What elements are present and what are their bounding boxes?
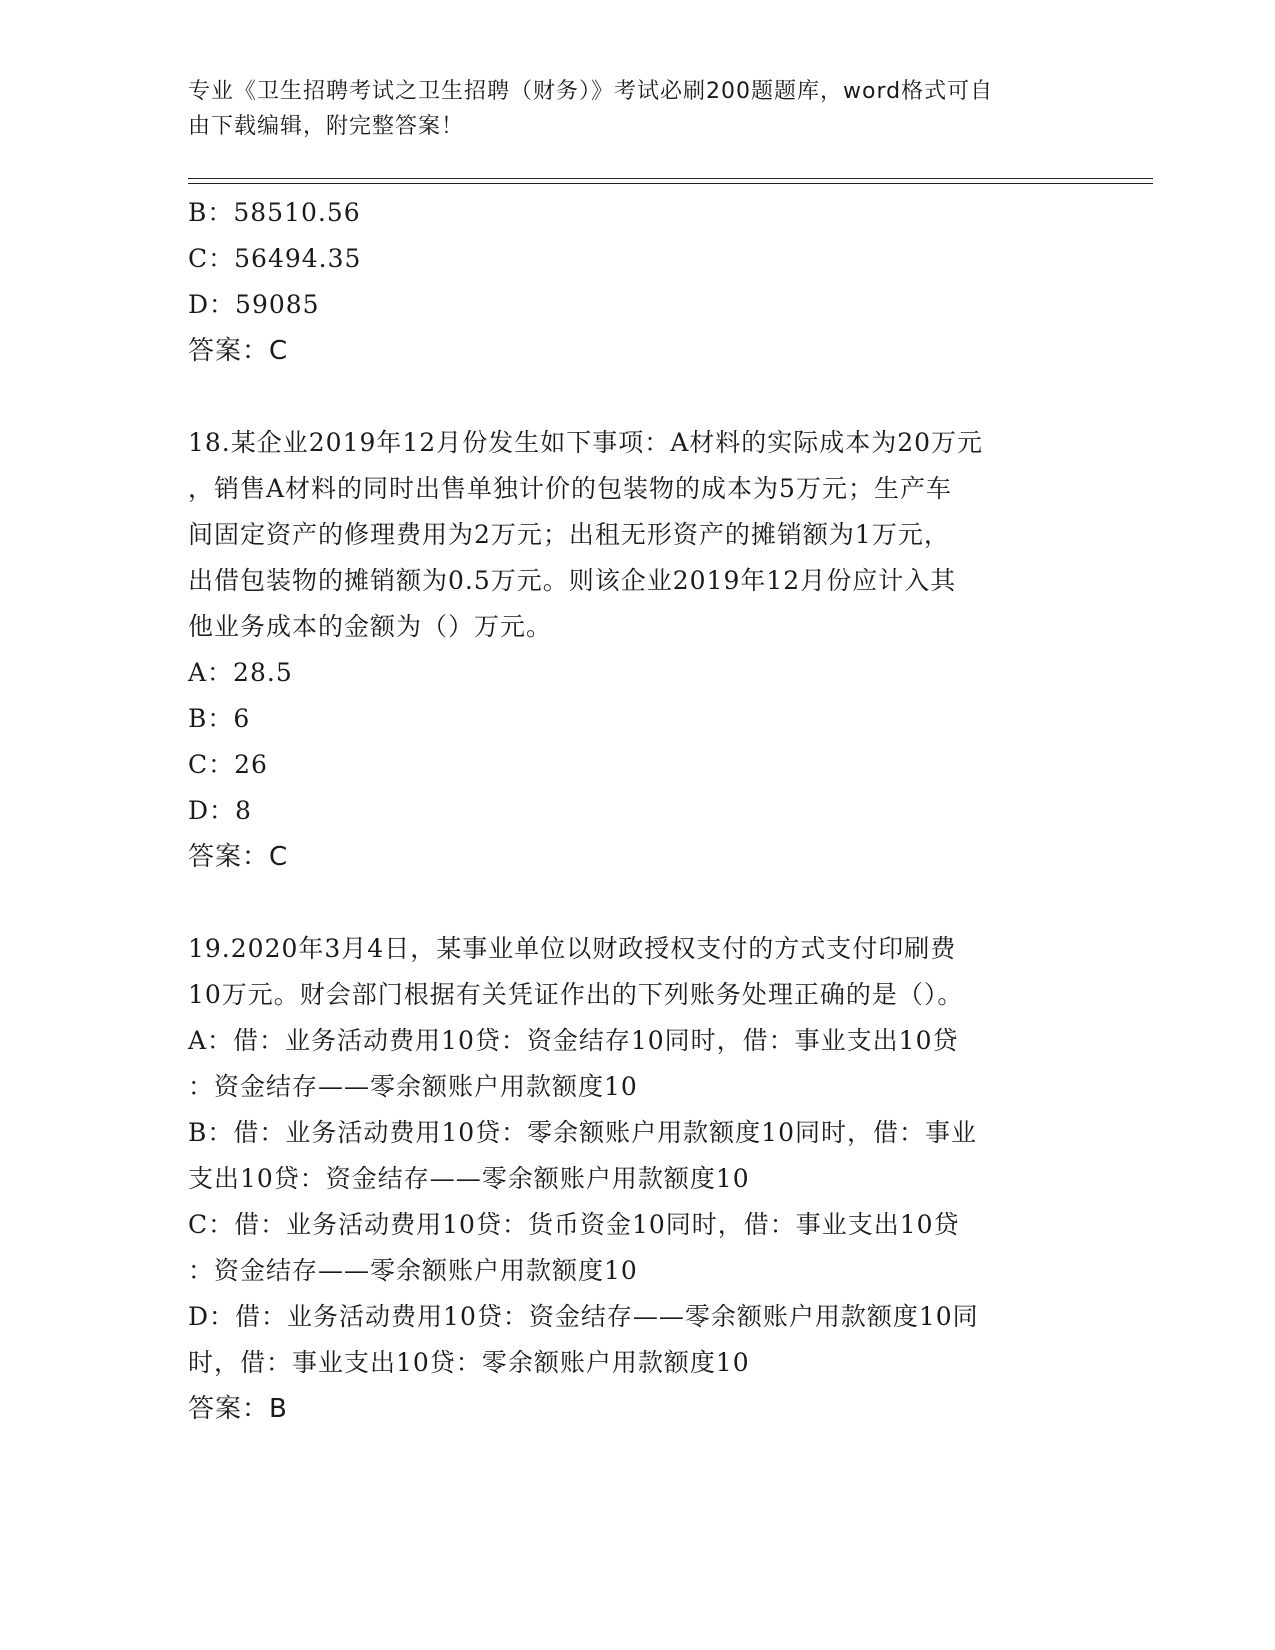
- spacer: [188, 880, 1088, 926]
- answer-label: 答案：C: [188, 336, 289, 366]
- answer-label: 答案：C: [188, 842, 289, 872]
- question-text-line: ，销售A材料的同时出售单独计价的包装物的成本为5万元；生产车: [188, 474, 952, 503]
- option-c: C：26: [188, 750, 268, 779]
- question-text-line: 10万元。财会部门根据有关凭证作出的下列账务处理正确的是（）。: [188, 980, 964, 1009]
- option-a: A：28.5: [188, 658, 293, 687]
- option-c-line-2: ：资金结存——零余额账户用款额度10: [188, 1256, 638, 1285]
- option-b-line-1: B：借：业务活动费用10贷：零余额账户用款额度10同时，借：事业: [188, 1118, 977, 1147]
- answer-label: 答案：B: [188, 1394, 288, 1424]
- option-d-line-1: D：借：业务活动费用10贷：资金结存——零余额账户用款额度10同: [188, 1302, 979, 1331]
- question-text-line: 出借包装物的摊销额为0.5万元。则该企业2019年12月份应计入其: [188, 566, 957, 595]
- option-d-line-2: 时，借：事业支出10贷：零余额账户用款额度10: [188, 1348, 750, 1377]
- header-rule-bottom: [188, 183, 1153, 184]
- option-d: D：59085: [188, 290, 320, 319]
- question-text-line: 19.2020年3月4日，某事业单位以财政授权支付的方式支付印刷费: [188, 934, 957, 963]
- option-a-line-2: ：资金结存——零余额账户用款额度10: [188, 1072, 638, 1101]
- header-line-2: 由下载编辑，附完整答案！: [188, 114, 465, 139]
- option-b: B：6: [188, 704, 251, 733]
- header-rule-top: [188, 178, 1153, 179]
- document-body: [188, 190, 1088, 1432]
- document-header: [188, 74, 1068, 144]
- question-17-continuation: [188, 190, 1088, 374]
- question-18: [188, 420, 1088, 880]
- question-text-line: 18.某企业2019年12月份发生如下事项：A材料的实际成本为20万元: [188, 428, 984, 457]
- option-d: D：8: [188, 796, 252, 825]
- option-c-line-1: C：借：业务活动费用10贷：货币资金10同时，借：事业支出10贷: [188, 1210, 960, 1239]
- question-text-line: 间固定资产的修理费用为2万元；出租无形资产的摊销额为1万元，: [188, 520, 950, 549]
- question-19: [188, 926, 1088, 1432]
- option-a-line-1: A：借：业务活动费用10贷：资金结存10同时，借：事业支出10贷: [188, 1026, 959, 1055]
- spacer: [188, 374, 1088, 420]
- header-line-1: 专业《卫生招聘考试之卫生招聘（财务）》考试必刷200题题库，word格式可自: [188, 79, 994, 104]
- question-text-line: 他业务成本的金额为（）万元。: [188, 612, 553, 641]
- option-b-line-2: 支出10贷：资金结存——零余额账户用款额度10: [188, 1164, 750, 1193]
- option-c: C：56494.35: [188, 244, 362, 273]
- option-b: B：58510.56: [188, 198, 361, 227]
